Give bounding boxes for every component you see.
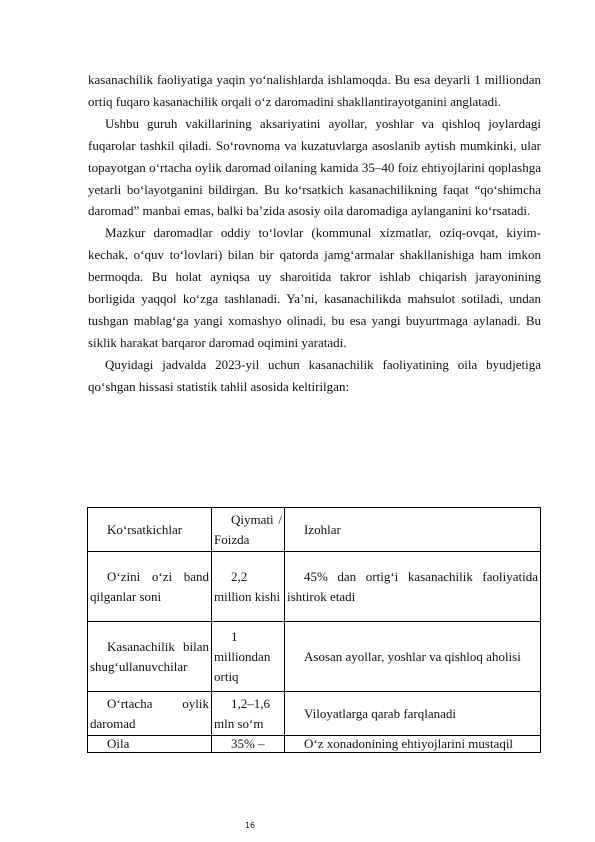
paragraph-4: Quyidagi jadvalda 2023-yil uchun kasanachilik faoliyatining oila byudjetiga qo‘shgan hissasi statistik tahlil asosida keltirilgan: <box>88 356 541 394</box>
table-cell: Asosan ayollar, yoshlar va qishloq aholisi <box>285 622 541 692</box>
table-cell: 1,2–1,6 mln so‘m <box>212 692 285 736</box>
paragraph-2: Ushbu guruh vakillarining aksariyatini ayollar, yoshlar va qishloq joylardagi fuqarolar tashkil qiladi. So‘rovnoma va kuzatuvlarga asoslanib aytish mumkinki, ular topayotgan o‘rtacha oylik daromad oilaning kamida 35–40 foiz ehtiyojlarini qoplashga yetarli bo‘layotganini bildirgan. Bu ko‘rsatkich kasanachilikning faqat “qo‘shimcha daromad” manbai emas, balki ba’zida asosiy oila daromadiga aylanganini ko‘rsatadi. <box>88 115 541 219</box>
table-cell: Oila <box>88 736 212 753</box>
table-cell: O‘rtacha oylik daromad <box>88 692 212 736</box>
table-cell: Kasanachilik bilan shug‘ullanuvchilar <box>88 622 212 692</box>
table-cell: O‘zini o‘zi band qilganlar soni <box>88 552 212 622</box>
table-cell: 35% – <box>212 736 285 753</box>
paragraph-1: kasanachilik faoliyatiga yaqin yo‘nalishlarda ishlamoqda. Bu esa deyarli 1 milliondan ortiq fuqaro kasanachilik orqali o‘z daromadini shakllantirayotganini anglatadi. <box>88 72 541 109</box>
header-value: Qiymati / Foizda <box>212 508 285 552</box>
header-notes: Izohlar <box>285 508 541 552</box>
table-row <box>88 622 541 692</box>
header-indicators: Ko‘rsatkichlar <box>88 508 212 552</box>
table-cell: Viloyatlarga qarab farqlanadi <box>285 692 541 736</box>
statistics-table <box>87 507 541 753</box>
table-cell: O‘z xonadonining ehtiyojlarini mustaqil <box>285 736 541 753</box>
table-row <box>88 692 541 736</box>
table-cell: 2,2 million kishi <box>212 552 285 622</box>
table-row <box>88 552 541 622</box>
paragraph-3: Mazkur daromadlar oddiy to‘lovlar (kommunal xizmatlar, oziq-ovqat, kiyim-kechak, o‘quv to‘lovlari) bilan bir qatorda jamg‘armalar shakllanishiga ham imkon bermoqda. Bu holat ayniqsa uy sharoitida takror ishlab chiqarish jarayonining borligida yaqqol ko‘zga tashlanadi. Ya’ni, kasanachilikda mahsulot sotiladi, undan tushgan mablag‘ga yangi xomashyo olinadi, bu esa yangi buyurtmaga aylanadi. Bu siklik harakat barqaror daromad oqimini yaratadi. <box>88 225 541 350</box>
table-cell: 45% dan ortig‘i kasanachilik faoliyatida ishtirok etadi <box>285 552 541 622</box>
body-text <box>88 69 541 398</box>
table-row <box>88 736 541 753</box>
table-cell: 1 milliondan ortiq <box>212 622 285 692</box>
table-header-row <box>88 508 541 552</box>
page-number: 16 <box>244 821 256 830</box>
